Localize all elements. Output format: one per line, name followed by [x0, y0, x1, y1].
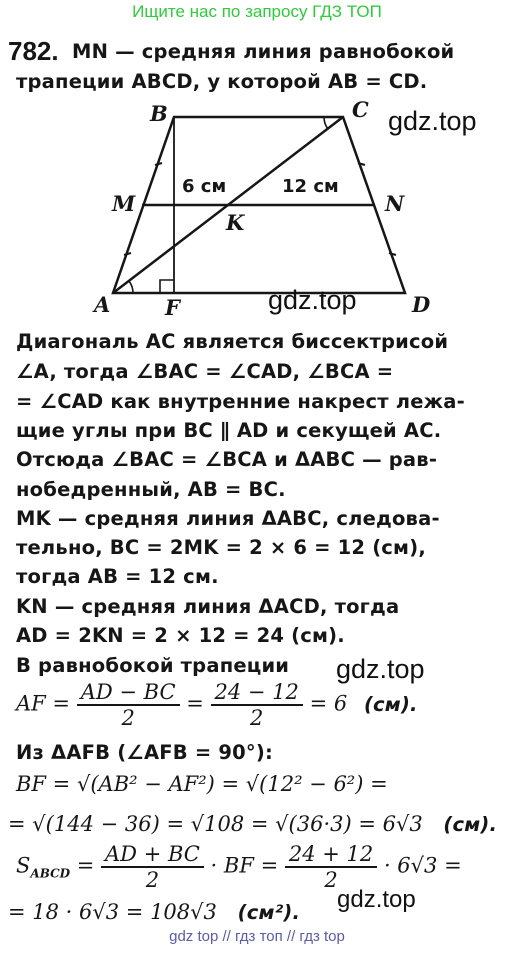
solution-line-10: KN — средняя линия ΔACD, тогда: [16, 595, 400, 618]
angle-arc-a: [129, 281, 133, 293]
watermark-4: gdz.top: [337, 886, 416, 913]
triangle-afb-line: Из ΔAFB (∠AFB = 90°):: [16, 741, 273, 764]
formula-af-lhs: AF =: [16, 691, 71, 716]
formula-bf-line-1: BF = √(AB² − AF²) = √(12² − 6²) =: [16, 772, 388, 796]
formula-af: [16, 680, 418, 730]
solution-line-6: нобедренный, AB = BC.: [16, 478, 286, 501]
solution-line-2: ∠A, тогда ∠BAC = ∠CAD, ∠BCA =: [16, 360, 394, 383]
formula-bf-line-2: = √(144 − 36) = √108 = √(36·3) = 6√3 (см).: [8, 812, 498, 836]
segment-kn-label: 12 см: [282, 176, 339, 197]
formula-bf-unit: (см).: [443, 813, 498, 836]
solution-line-12: В равнобокой трапеции: [16, 654, 290, 677]
solution-line-9: тогда AB = 12 см.: [16, 565, 219, 588]
point-k-label: K: [226, 210, 245, 235]
statement-line-1: MN — средняя линия равнобокой: [72, 40, 455, 63]
tick-mb: [155, 163, 162, 165]
formula-area-unit: (см²).: [237, 901, 301, 924]
formula-af-result: = 6: [309, 691, 348, 716]
solution-line-3: = ∠CAD как внутренние накрест лежа-: [16, 390, 465, 413]
solution-line-1: Диагональ AC является биссектрисой: [16, 330, 449, 353]
tick-nd: [389, 253, 396, 255]
problem-number: 782.: [8, 36, 59, 66]
right-angle-mark: [160, 280, 174, 293]
formula-area: $S_{ABCD}$ = $\frac{AD + BC}{2}$ · BF = $\frac{24 + 12}{2}$ · 6√3 =: [16, 842, 462, 892]
solution-line-4: щие углы при BC ∥ AD и секущей AC.: [16, 419, 442, 442]
watermark-2: gdz.top: [268, 285, 357, 315]
point-f-label: F: [165, 295, 180, 320]
point-c-label: C: [352, 97, 369, 122]
watermark-1: gdz.top: [388, 106, 477, 136]
formula-af-eq: =: [186, 691, 204, 716]
formula-area-sub: ABCD: [30, 866, 71, 881]
point-n-label: N: [385, 191, 405, 216]
top-banner[interactable]: Ищите нас по запросу ГДЗ ТОП: [132, 2, 382, 21]
point-m-label: M: [112, 191, 136, 216]
solution-line-8: тельно, BC = 2MK = 2 × 6 = 12 (см),: [16, 536, 426, 559]
formula-af-fraction-1: $\frac{AD - BC}{2}$: [77, 680, 180, 730]
watermark-3: gdz.top: [336, 654, 425, 684]
statement-line-2: трапеции ABCD, у которой AB = CD.: [16, 70, 428, 93]
formula-area-fraction-2: $\frac{24 + 12}{2}$: [285, 842, 377, 892]
point-d-label: D: [412, 292, 431, 317]
formula-af-unit: (см).: [363, 692, 418, 716]
formula-af-fraction-2: $\frac{24 - 12}{2}$: [211, 680, 303, 730]
tick-am: [124, 253, 131, 255]
solution-line-5: Отсюда ∠BAC = ∠BCA и ΔABC — рав-: [16, 448, 438, 471]
formula-area-lhs: S: [16, 853, 31, 878]
formula-area-fraction-1: $\frac{AD + BC}{2}$: [101, 842, 204, 892]
solution-line-7: MK — средняя линия ΔABC, следова-: [16, 507, 440, 530]
footer-links[interactable]: gdz top // гдз топ // гдз top: [169, 928, 345, 945]
solution-line-11: AD = 2KN = 2 × 12 = 24 (см).: [16, 624, 345, 647]
point-a-label: A: [94, 292, 111, 317]
segment-mk-label: 6 см: [182, 176, 227, 197]
point-b-label: B: [150, 101, 168, 126]
formula-area-line-2: = 18 · 6√3 = 108√3 (см²).: [8, 900, 301, 924]
angle-arc-c: [324, 117, 328, 129]
